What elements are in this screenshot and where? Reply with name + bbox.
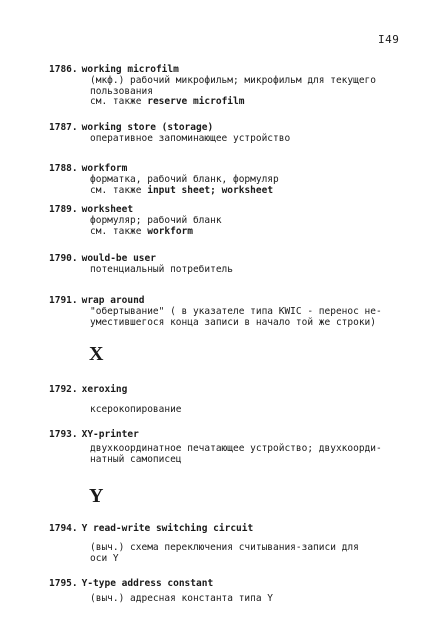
entry-1791 bbox=[49, 295, 409, 328]
entry-1786 bbox=[49, 64, 409, 108]
entry-definition bbox=[90, 175, 409, 196]
see-also-terms: workform bbox=[147, 225, 193, 237]
entry-definition bbox=[90, 76, 409, 108]
entry-number: 1795. bbox=[49, 578, 78, 589]
entry-term bbox=[49, 384, 409, 396]
definition-line: форматка, рабочий бланк, формуляр bbox=[90, 174, 279, 185]
term-text: xeroxing bbox=[81, 384, 128, 395]
see-also-prefix: см. также bbox=[90, 96, 142, 107]
entry-term bbox=[49, 429, 409, 441]
entry-number: 1794. bbox=[49, 523, 78, 534]
entry-definition bbox=[90, 134, 409, 145]
term-text: workform bbox=[81, 163, 128, 174]
entry-1789 bbox=[49, 204, 409, 237]
definition-line: (выч.) схема переключения считывания-записи для bbox=[90, 542, 359, 553]
entry-definition bbox=[90, 405, 409, 416]
entry-1787 bbox=[49, 122, 409, 145]
entry-number: 1790. bbox=[49, 253, 78, 264]
definition-line: формуляр; рабочий бланк bbox=[90, 215, 222, 226]
entry-definition bbox=[90, 265, 409, 276]
entry-number: 1788. bbox=[49, 163, 78, 174]
term-text: Y read-write switching circuit bbox=[81, 523, 254, 534]
term-text: worksheet bbox=[81, 204, 134, 215]
term-text: wrap around bbox=[81, 295, 145, 306]
entry-number: 1786. bbox=[49, 64, 78, 75]
entry-term bbox=[49, 578, 409, 590]
page-number: I49 bbox=[378, 33, 400, 46]
term-text: would-be user bbox=[81, 253, 156, 264]
definition-line: натный самописец bbox=[90, 453, 182, 465]
entry-number: 1789. bbox=[49, 204, 78, 215]
entry-1790 bbox=[49, 253, 409, 276]
section-letter-y: Y bbox=[89, 485, 104, 507]
see-also bbox=[90, 97, 409, 108]
definition-line: (выч.) адресная константа типа Y bbox=[90, 593, 274, 604]
term-text: XY-printer bbox=[81, 429, 139, 440]
definition-line: уместившегося конца записи в начало той же строки) bbox=[90, 316, 376, 328]
term-text: working microfilm bbox=[81, 64, 179, 75]
entry-definition bbox=[90, 216, 409, 237]
entry-1788 bbox=[49, 163, 409, 196]
entry-number: 1791. bbox=[49, 295, 78, 306]
entry-1793 bbox=[49, 429, 409, 465]
see-also bbox=[90, 227, 409, 238]
see-also bbox=[90, 186, 409, 197]
see-also-terms: input sheet; worksheet bbox=[147, 184, 274, 196]
see-also-prefix: см. также bbox=[90, 225, 142, 237]
definition-line: (мкф.) рабочий микрофильм; микрофильм для текущего bbox=[90, 75, 376, 86]
entry-1794 bbox=[49, 523, 409, 564]
term-text: Y-type address constant bbox=[81, 578, 214, 589]
entry-definition bbox=[90, 543, 409, 564]
entry-1792 bbox=[49, 384, 409, 416]
term-text: working store (storage) bbox=[81, 122, 214, 133]
entry-1795 bbox=[49, 578, 409, 605]
entry-number: 1787. bbox=[49, 122, 78, 133]
definition-line: пользования bbox=[90, 85, 153, 97]
entry-definition bbox=[90, 594, 409, 605]
definition-line: ксерокопирование bbox=[90, 404, 182, 415]
entry-number: 1793. bbox=[49, 429, 78, 440]
see-also-terms: reserve microfilm bbox=[147, 96, 245, 107]
definition-line: потенциальный потребитель bbox=[90, 264, 233, 275]
definition-line: оси Y bbox=[90, 552, 119, 564]
entry-definition bbox=[90, 444, 409, 465]
section-letter-x: X bbox=[89, 343, 104, 365]
entry-term bbox=[49, 523, 409, 535]
definition-line: двухкоординатное печатающее устройство; двухкоорди- bbox=[90, 443, 382, 454]
see-also-prefix: см. также bbox=[90, 184, 142, 196]
definition-line: "обертывание" ( в указателе типа KWIC - перенос не- bbox=[90, 306, 382, 317]
entry-number: 1792. bbox=[49, 384, 78, 395]
definition-line: оперативное запоминающее устройство bbox=[90, 133, 291, 144]
entry-definition bbox=[90, 307, 409, 328]
